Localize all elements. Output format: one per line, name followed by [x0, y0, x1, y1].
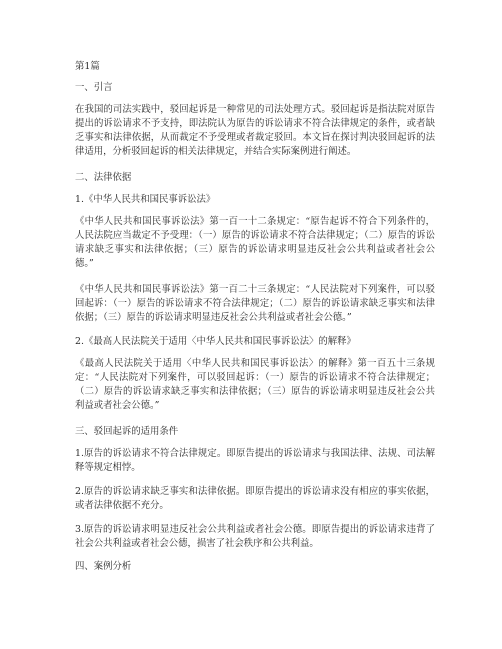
- condition-item-1: 1.原告的诉讼请求不符合法律规定。即原告提出的诉讼请求与我国法律、法规、司法解释等规定相悖。: [75, 448, 435, 473]
- condition-item-3: 3.原告的诉讼请求明显违反社会公共利益或者社会公德。即原告提出的诉讼请求违背了社会公共利益或者社会公德，损害了社会秩序和公共利益。: [75, 524, 435, 549]
- page-label: 第1篇: [75, 61, 100, 72]
- law1-paragraph-2: 《中华人民共和国民事诉讼法》第一百二十三条规定：“人民法院对下列案件，可以驳回起诉：（一）原告的诉讼请求不符合法律规定；（二）原告的诉讼请求缺乏事实和法律依据；（三）原告的诉讼请求明显违反社会公共利益或者社会公德。”: [75, 284, 435, 323]
- section-heading-cases: 四、案例分析: [75, 561, 132, 572]
- law1-paragraph-1: 《中华人民共和国民事诉讼法》第一百一十二条规定：“原告起诉不符合下列条件的，人民法院应当裁定不予受理：（一）原告的诉讼请求不符合法律规定；（二）原告的诉讼请求缺乏事实和法律依据；（三）原告的诉讼请求明显违反社会公共利益或者社会公德。”: [75, 216, 435, 269]
- condition-item-2: 2.原告的诉讼请求缺乏事实和法律依据。即原告提出的诉讼请求没有相应的事实依据，或者法律依据不充分。: [75, 486, 435, 511]
- section-heading-intro: 一、引言: [75, 82, 113, 93]
- law2-title: 2.《最高人民法院关于适用〈中华人民共和国民事诉讼法〉的解释》: [75, 336, 356, 347]
- section-heading-legal-basis: 二、法律依据: [75, 172, 132, 183]
- law1-title: 1.《中华人民共和国民事诉讼法》: [75, 194, 216, 205]
- law2-paragraph: 《最高人民法院关于适用〈中华人民共和国民事诉讼法〉的解释》第一百五十三条规定：“人民法院对下列案件，可以驳回起诉：（一）原告的诉讼请求不符合法律规定；（二）原告的诉讼请求缺乏事实和法律依据；（三）原告的诉讼请求明显违反社会公共利益或者社会公德。”: [75, 358, 435, 411]
- section-heading-conditions: 三、驳回起诉的适用条件: [75, 426, 179, 437]
- intro-paragraph: 在我国的司法实践中，驳回起诉是一种常见的司法处理方式。驳回起诉是指法院对原告提出的诉讼请求不予支持，即法院认为原告的诉讼请求不符合法律规定的条件，或者缺乏事实和法律依据，从而裁定不予受理或者裁定驳回。本文旨在探讨判决驳回起诉的法律适用，分析驳回起诉的相关法律规定，并结合实际案例进行阐述。: [75, 104, 435, 157]
